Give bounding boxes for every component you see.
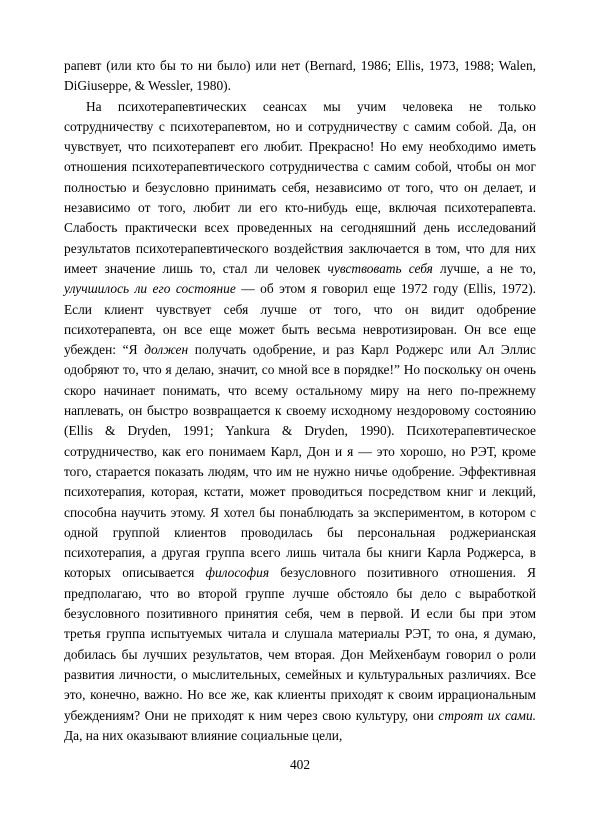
emphasis-text: строят их сами. <box>438 707 536 723</box>
body-text-run: лучше, а не то, <box>432 260 536 276</box>
paragraph <box>64 97 536 747</box>
body-text-run: получать одобрение, и раз Карл Роджерс или Ал Эллис одобряют то, что я делаю, значит, со мной все в порядке!” Но поскольку он очень скоро начинает понимать, что всему остальному миру на него по-прежнему наплевать, он быстро возвращается к своему исходному нездоровому состоянию (Ellis & Dryden, 1991; Yankura & Dryden, 1990). Психотерапевтическое сотрудничество, как его понимаем Карл, Дон и я — это хорошо, но РЭТ, кроме того, старается показать людям, что им не нужно ничье одобрение. Эффективная психотерапия, которая, кстати, может проводиться посредством книг и лекций, способна научить этому. Я хотел бы понаблюдать за экспериментом, в котором с одной группой клиентов проводилась бы персональная роджерианская психотерапия, а другая группа всего лишь читала бы книги Карла Роджерса, в которых описывается <box>64 342 536 581</box>
page-body <box>64 56 536 746</box>
body-text-run: — об этом я говорил еще 1972 году (Ellis, 1972). Если клиент чувствует себя лучше от того, что он видит одобрение психотерапевта, он все еще может быть весьма невротизирован. Он все еще убежден: “Я <box>64 281 536 358</box>
emphasis-text: философия <box>205 565 270 581</box>
body-text-run: рапевт (или кто бы то ни было) или нет (Bernard, 1986; Ellis, 1973, 1988; Walen, DiGiuseppe, & Wessler, 1980). <box>64 58 536 94</box>
paragraph <box>64 56 536 97</box>
page-number: 402 <box>289 757 311 772</box>
body-text-run: На психотерапевтических сеансах мы учим человека не только сотрудничеству с психотерапевтом, но и сотрудничеству с самим собой. Да, он чувствует, что психотерапевт его любит. Прекрасно! Но ему необходимо иметь отношения психотерапевтического сотрудничества с самим собой, чтобы он мог полностью и безусловно принимать себя, независимо от того, что он делает, и независимо от того, любит ли его кто-нибудь еще, включая психотерапевта. Слабость практически всех проведенных на сегодняшний день исследований результатов психотерапевтического воздействия заключается в том, что для них имеет значение лишь то, стал ли человек <box>64 98 536 276</box>
emphasis-text: должен <box>144 342 189 358</box>
emphasis-text: улучшилось ли его состояние <box>64 281 236 297</box>
body-text-run: безусловного позитивного отношения. Я предполагаю, что во второй группе лучше обстояло бы дело с выработкой безусловного позитивного принятия себя, чем в первой. И если бы при этом третья группа испытуемых читала и слушала материалы РЭТ, то она, я думаю, добилась бы лучших результатов, чем вторая. Дон Мейхенбаум говорил о роли развития личности, о мыслительных, семейных и культуральных различиях. Все это, конечно, важно. Но все же, как клиенты приходят к своим иррациональным убеждениям? Они не приходят к ним через свою культуру, они <box>64 565 536 723</box>
body-text-run: Да, на них оказывают влияние социальные цели, <box>64 727 343 743</box>
emphasis-text: чувствовать себя <box>327 260 433 276</box>
